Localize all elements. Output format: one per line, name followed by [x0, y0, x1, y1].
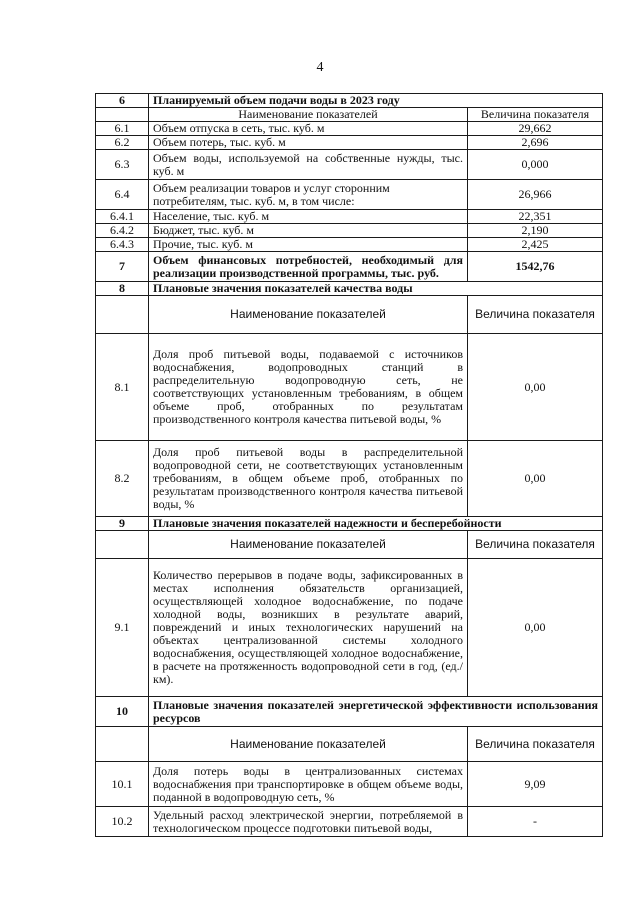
row-name: Прочие, тыс. куб. м	[149, 238, 468, 252]
section-number: 6	[96, 94, 149, 108]
column-header-value: Величина показателя	[468, 727, 603, 762]
row-value: 0,00	[468, 441, 603, 517]
row-value: 2,425	[468, 238, 603, 252]
row-number: 6.4.2	[96, 224, 149, 238]
row-name: Население, тыс. куб. м	[149, 210, 468, 224]
row-name: Доля проб питьевой воды в распределительной водопроводной сети, не соответствующих установленным требованиям, в общем объеме проб, отобранных по результатам производственного контроля качества питьевой воды, %	[149, 441, 468, 517]
row-value: 29,662	[468, 122, 603, 136]
column-header-row	[96, 531, 603, 559]
column-header-row	[96, 108, 603, 122]
row-number: 6.3	[96, 150, 149, 180]
column-header-name: Наименование показателей	[149, 296, 468, 334]
column-header-row	[96, 727, 603, 762]
row-number: 8.2	[96, 441, 149, 517]
section-number: 7	[96, 252, 149, 282]
table-row	[96, 136, 603, 150]
table-row	[96, 122, 603, 136]
section-title: Плановые значения показателей качества воды	[149, 282, 603, 296]
row-number: 9.1	[96, 559, 149, 697]
table-row	[96, 441, 603, 517]
section-8-header	[96, 282, 603, 296]
table-row	[96, 210, 603, 224]
row-name: Объем воды, используемой на собственные нужды, тыс. куб. м	[149, 150, 468, 180]
section-number: 8	[96, 282, 149, 296]
row-name: Доля проб питьевой воды, подаваемой с источников водоснабжения, водопроводных станций в распределительную водопроводную сеть, не соответствующих установленным требованиям, в общем объеме проб, отобранных по результатам производственного контроля качества питьевой воды, %	[149, 334, 468, 441]
column-header-value: Величина показателя	[468, 108, 603, 122]
table-row	[96, 807, 603, 837]
section-6-header	[96, 94, 603, 108]
row-name: Объем потерь, тыс. куб. м	[149, 136, 468, 150]
section-title: Объем финансовых потребностей, необходимый для реализации производственной программы, тыс. руб.	[149, 252, 468, 282]
row-value: 9,09	[468, 762, 603, 807]
row-number: 10.2	[96, 807, 149, 837]
row-value: 2,190	[468, 224, 603, 238]
row-value: 0,00	[468, 334, 603, 441]
column-header-value: Величина показателя	[468, 531, 603, 559]
column-header-name: Наименование показателей	[149, 531, 468, 559]
row-value: 2,696	[468, 136, 603, 150]
row-number: 10.1	[96, 762, 149, 807]
row-name: Количество перерывов в подаче воды, зафиксированных в местах исполнения обязательств организацией, осуществляющей холодное водоснабжение, по подаче холодной воды, возникших в результате аварий, повреждений и иных технологических нарушений на объектах централизованной системы холодного водоснабжения, осуществляющей холодное водоснабжение, в расчете на протяженность водопроводной сети в год, (ед./км).	[149, 559, 468, 697]
column-header-name: Наименование показателей	[149, 727, 468, 762]
section-title: Плановые значения показателей энергетической эффективности использования ресурсов	[149, 697, 603, 727]
section-title: Планируемый объем подачи воды в 2023 году	[149, 94, 603, 108]
row-number: 6.2	[96, 136, 149, 150]
row-value: 0,00	[468, 559, 603, 697]
section-number: 10	[96, 697, 149, 727]
row-value: 1542,76	[468, 252, 603, 282]
row-name: Удельный расход электрической энергии, потребляемой в технологическом процессе подготовки питьевой воды,	[149, 807, 468, 837]
table-row	[96, 334, 603, 441]
column-header-row	[96, 296, 603, 334]
section-title: Плановые значения показателей надежности и бесперебойности	[149, 517, 603, 531]
table-row	[96, 224, 603, 238]
row-value: -	[468, 807, 603, 837]
page-number: 4	[316, 60, 324, 75]
row-number: 6.4.1	[96, 210, 149, 224]
row-number: 6.1	[96, 122, 149, 136]
indicators-table	[95, 93, 603, 837]
section-10-header	[96, 697, 603, 727]
row-name: Бюджет, тыс. куб. м	[149, 224, 468, 238]
table-row	[96, 559, 603, 697]
table-row	[96, 150, 603, 180]
row-name: Объем реализации товаров и услуг сторонним потребителям, тыс. куб. м, в том числе:	[149, 180, 468, 210]
row-value: 22,351	[468, 210, 603, 224]
section-number: 9	[96, 517, 149, 531]
column-header-name: Наименование показателей	[149, 108, 468, 122]
row-number: 6.4	[96, 180, 149, 210]
row-name: Объем отпуска в сеть, тыс. куб. м	[149, 122, 468, 136]
row-name: Доля потерь воды в централизованных системах водоснабжения при транспортировке в общем объеме воды, поданной в водопроводную сеть, %	[149, 762, 468, 807]
row-value: 26,966	[468, 180, 603, 210]
section-9-header	[96, 517, 603, 531]
row-value: 0,000	[468, 150, 603, 180]
section-7-row	[96, 252, 603, 282]
table-row	[96, 762, 603, 807]
table-row	[96, 238, 603, 252]
row-number: 8.1	[96, 334, 149, 441]
table-row	[96, 180, 603, 210]
column-header-value: Величина показателя	[468, 296, 603, 334]
row-number: 6.4.3	[96, 238, 149, 252]
